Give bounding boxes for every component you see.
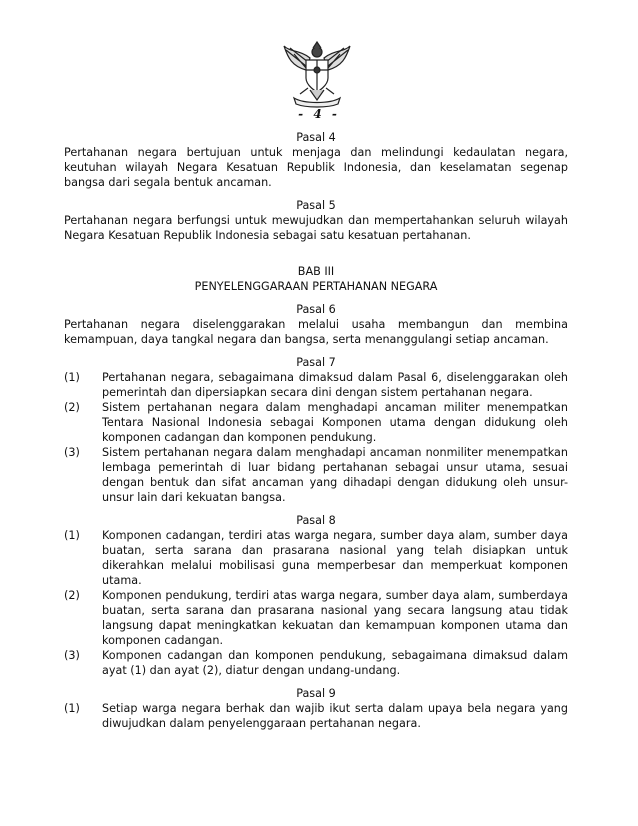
item-text: Setiap warga negara berhak dan wajib ikut serta dalam upaya bela negara yang diwujudkan dalam penyelenggaraan pertahanan negara. xyxy=(102,702,568,730)
pasal-8-heading: Pasal 8 xyxy=(296,514,336,527)
item-text: Komponen pendukung, terdiri atas warga negara, sumber daya alam, sumberdaya buatan, serta sarana dan prasarana nasional yang secara langsung atau tidak langsung dapat meningkatkan kekuatan dan kemampuan komponen utama dan komponen cadangan. xyxy=(102,589,568,647)
pasal-6-heading: Pasal 6 xyxy=(296,303,336,316)
list-item xyxy=(64,400,568,445)
pasal-4-text: Pertahanan negara bertujuan untuk menjaga dan melindungi kedaulatan negara, keutuhan wilayah Negara Kesatuan Republik Indonesia, dan keselamatan segenap bangsa dari segala bentuk ancaman. xyxy=(64,146,568,189)
item-number: (3) xyxy=(64,649,80,662)
garuda-emblem-icon xyxy=(282,40,352,108)
item-number: (1) xyxy=(64,529,80,542)
item-text: Pertahanan negara, sebagaimana dimaksud dalam Pasal 6, diselenggarakan oleh pemerintah dan dipersiapkan secara dini dengan sistem pertahanan negara. xyxy=(102,371,568,399)
item-text: Komponen cadangan dan komponen pendukung, sebagaimana dimaksud dalam ayat (1) dan ayat (2), diatur dengan undang-undang. xyxy=(102,649,568,677)
chapter-title: PENYELENGGARAAN PERTAHANAN NEGARA xyxy=(194,280,438,293)
item-text: Sistem pertahanan negara dalam menghadapi ancaman nonmiliter menempatkan lembaga pemerintah di luar bidang pertahanan sebagai unsur utama, sesuai dengan bentuk dan sifat ancaman yang dihadapi dengan didukung oleh unsur-unsur lain dari kekuatan bangsa. xyxy=(102,446,568,504)
item-number: (3) xyxy=(64,446,80,459)
list-item xyxy=(64,588,568,648)
list-item xyxy=(64,370,568,400)
list-item xyxy=(64,528,568,588)
pasal-4-heading: Pasal 4 xyxy=(296,131,336,144)
document-body xyxy=(64,130,568,731)
item-number: (2) xyxy=(64,589,80,602)
page-number: - 4 - xyxy=(298,107,340,121)
list-item xyxy=(64,445,568,505)
list-item xyxy=(64,701,568,731)
pasal-7-heading: Pasal 7 xyxy=(296,356,336,369)
chapter-number: BAB III xyxy=(297,265,335,278)
item-text: Komponen cadangan, terdiri atas warga negara, sumber daya alam, sumber daya buatan, serta sarana dan prasarana nasional yang telah disiapkan untuk dikerahkan melalui mobilisasi guna memperbesar dan memperkuat komponen utama. xyxy=(102,529,568,587)
pasal-9-heading: Pasal 9 xyxy=(296,687,336,700)
pasal-5-text: Pertahanan negara berfungsi untuk mewujudkan dan mempertahankan seluruh wilayah Negara Kesatuan Republik Indonesia sebagai satu kesatuan pertahanan. xyxy=(64,214,568,242)
item-number: (1) xyxy=(64,702,80,715)
pasal-5-heading: Pasal 5 xyxy=(296,199,336,212)
item-number: (2) xyxy=(64,401,80,414)
item-text: Sistem pertahanan negara dalam menghadapi ancaman militer menempatkan Tentara Nasional Indonesia sebagai Komponen utama dengan didukung oleh komponen cadangan dan komponen pendukung. xyxy=(102,401,568,444)
item-number: (1) xyxy=(64,371,80,384)
list-item xyxy=(64,648,568,678)
pasal-6-text: Pertahanan negara diselenggarakan melalui usaha membangun dan membina kemampuan, daya tangkal negara dan bangsa, serta menanggulangi setiap ancaman. xyxy=(64,318,568,346)
